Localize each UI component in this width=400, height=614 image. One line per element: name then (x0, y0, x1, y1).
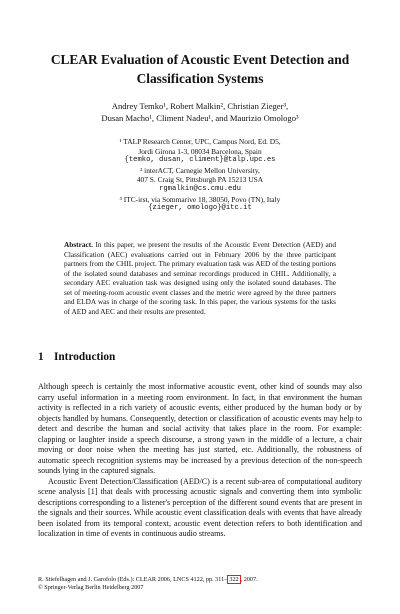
title-line-2: Classification Systems (136, 71, 264, 86)
section-number: 1 (38, 351, 44, 363)
affiliation-line: ² interACT, Carnegie Mellon University, (140, 165, 260, 175)
email-line: rgmalkin@cs.cmu.edu (159, 184, 241, 193)
citation-text: R. Stiefelhagen and J. Garofolo (Eds.): CLEAR 2006, LNCS 4122, pp. 311– (38, 576, 228, 583)
affiliation-line: 407 S. Craig St, Pittsburgh PA 15213 USA (136, 175, 264, 185)
affiliation-line: Jordi Girona 1-3, 08034 Barcelona, Spain (138, 146, 262, 156)
section-heading (38, 350, 115, 364)
body-text (38, 382, 362, 540)
authors-line-2: Dusan Macho¹, Climent Nadeu¹, and Maurizio Omologo³ (101, 112, 299, 123)
email-line: {zieger, omologo}@itc.it (148, 204, 252, 213)
paragraph: Although speech is certainly the most informative acoustic event, other kind of sounds may also carry useful information in a meeting room environment. In fact, in that environment the human activity is reflected in a rich variety of acoustic events, either produced by the human body or by objects handled by humans. Consequently, detection or classification of acoustic events may help to detect and describe the human and social activity that takes place in the room. For example: clapping or laughter inside a speech discourse, a strong yawn in the middle of a lecture, a chair moving or door noise when the meeting has just started, etc. Additionally, the robustness of automatic speech recognition systems may be increased by a previous detection of the non-speech sounds lying in the captured signals. (38, 382, 362, 475)
page-link[interactable]: 322 (229, 576, 239, 583)
citation-year: , 2007. (240, 576, 258, 583)
author-list (20, 101, 380, 124)
abstract (64, 240, 336, 316)
section-title: Introduction (54, 351, 116, 363)
affiliations (20, 137, 380, 214)
title-line-1: CLEAR Evaluation of Acoustic Event Detection and (50, 52, 350, 67)
paragraph: Acoustic Event Detection/Classification (AED/C) is a recent sub-area of computational auditory scene analysis [1] that deals with processing acoustic signals and converting them into symbolic descriptions corresponding to a listener's perception of the different sound events that are present in the signals and their sources. While acoustic event classification deals with events that have already been isolated from its temporal context, acoustic event detection refers to both identification and localization in time of events in continuous audio streams. (38, 476, 362, 538)
abstract-text: In this paper, we present the results of the Acoustic Event Detection (AED) and Classification (AEC) evaluations carried out in February 2006 by the three participant partners from the CHIL project. The primary evaluation task was AED of the testing portions of the isolated sound databases and seminar recordings produced in CHIL. Additionally, a secondary AEC evaluation task was designed using only the isolated sound databases. The set of meeting-room acoustic event classes and the metric were agreed by the three partners and ELDA was in charge of the scoring task. In this paper, the various systems for the tasks of AED and AEC and their results are presented. (64, 240, 337, 316)
email-line: {temko, dusan, climent}@talp.upc.es (124, 156, 276, 165)
citation-line (38, 576, 362, 584)
affiliation-line: ³ ITC-irst, via Sommarive 18, 38050, Povo (TN), Italy (119, 194, 281, 204)
paper-title (30, 50, 370, 88)
copyright-line: © Springer-Verlag Berlin Heidelberg 2007 (38, 584, 144, 592)
authors-line-1: Andrey Temko¹, Robert Malkin², Christian Zieger³, (111, 101, 289, 111)
abstract-label: Abstract. (64, 240, 93, 249)
affiliation-line: ¹ TALP Research Center, UPC, Campus Nord, Ed. D5, (119, 137, 281, 146)
footer (38, 576, 362, 593)
